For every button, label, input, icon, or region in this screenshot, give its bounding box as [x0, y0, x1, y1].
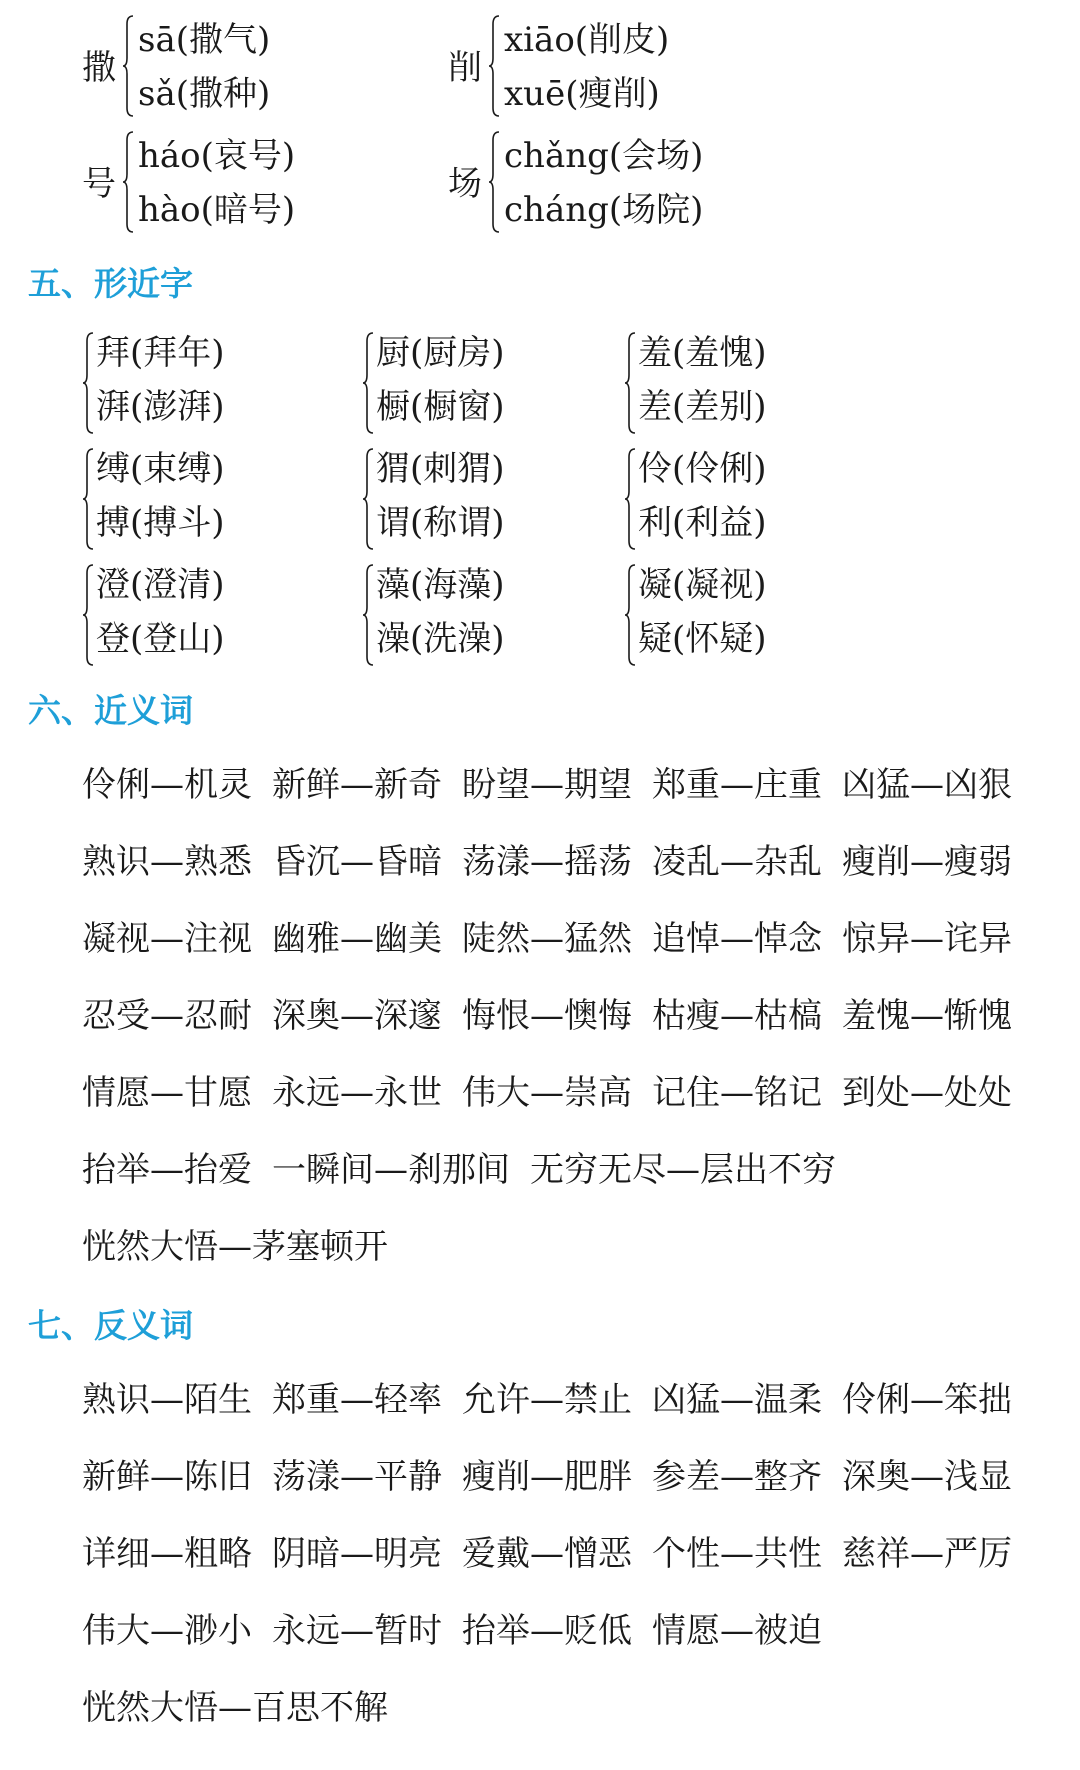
synonym-pair: 抬举—抬爱 [82, 1150, 252, 1190]
char-entry-2: 橱(橱窗) [376, 387, 505, 427]
antonym-pair: 瘦削—肥胖 [462, 1457, 632, 1497]
antonym-pair: 伟大—渺小 [82, 1611, 252, 1651]
synonym-pair: 深奥—深邃 [272, 996, 442, 1036]
synonym-pair: 瘦削—瘦弱 [842, 842, 1012, 882]
brace-icon [122, 14, 134, 118]
synonym-pair: 荡漾—摇荡 [462, 842, 632, 882]
char-entry-2: 疑(怀疑) [638, 619, 767, 659]
synonym-pair: 盼望—期望 [462, 765, 632, 805]
synonym-pair: 凝视—注视 [82, 919, 252, 959]
synonym-pair: 陡然—猛然 [462, 919, 632, 959]
antonym-pair: 深奥—浅显 [842, 1457, 1012, 1497]
antonym-pair: 永远—暂时 [272, 1611, 442, 1651]
char-entry-1: 猬(刺猬) [376, 449, 505, 489]
synonym-pair: 记住—铭记 [652, 1073, 822, 1113]
antonym-pair: 个性—共性 [652, 1534, 822, 1574]
synonym-pair: 昏沉—昏暗 [272, 842, 442, 882]
char-entry-2: 搏(搏斗) [96, 503, 225, 543]
synonym-pair: 忍受—忍耐 [82, 996, 252, 1036]
similar-char-group [624, 325, 854, 437]
antonym-pair: 情愿—被迫 [652, 1611, 822, 1651]
synonym-pair: 凌乱—杂乱 [652, 842, 822, 882]
synonym-pair: 伟大—崇高 [462, 1073, 632, 1113]
antonym-pair: 荡漾—平静 [272, 1457, 442, 1497]
char-entry-2: 谓(称谓) [376, 503, 505, 543]
polyphone-char: 场 [448, 164, 482, 204]
section-heading-similar-chars: 五、形近字 [28, 264, 193, 303]
synonym-pair: 无穷无尽—层出不穷 [530, 1150, 836, 1190]
char-entry-2: 差(差别) [638, 387, 767, 427]
section-heading-antonyms: 七、反义词 [28, 1306, 193, 1345]
reading-1: chǎng(会场) [504, 136, 704, 176]
antonym-pair: 允许—禁止 [462, 1380, 632, 1420]
synonym-pair: 惊异—诧异 [842, 919, 1012, 959]
similar-char-group [624, 557, 854, 669]
similar-char-group [362, 325, 592, 437]
antonym-pair: 伶俐—笨拙 [842, 1380, 1012, 1420]
reading-1: xiāo(削皮) [504, 20, 670, 60]
synonym-pair: 伶俐—机灵 [82, 765, 252, 805]
brace-icon [362, 331, 374, 435]
char-entry-1: 藻(海藻) [376, 565, 505, 605]
brace-icon [82, 447, 94, 551]
antonym-pair: 爱戴—憎恶 [462, 1534, 632, 1574]
similar-char-group [82, 557, 312, 669]
polyphone-group [82, 128, 362, 240]
synonym-pair: 枯瘦—枯槁 [652, 996, 822, 1036]
antonym-pair: 恍然大悟—百思不解 [82, 1688, 388, 1728]
brace-icon [122, 130, 134, 234]
reading-2: hào(暗号) [138, 190, 296, 230]
polyphone-char: 撒 [82, 48, 116, 88]
polyphone-group [448, 128, 768, 240]
antonym-pair: 详细—粗略 [82, 1534, 252, 1574]
polyphone-group [82, 12, 362, 124]
char-entry-1: 缚(束缚) [96, 449, 225, 489]
antonym-pair: 阴暗—明亮 [272, 1534, 442, 1574]
section-heading-synonyms: 六、近义词 [28, 691, 193, 730]
reading-1: háo(哀号) [138, 136, 296, 176]
brace-icon [362, 563, 374, 667]
synonym-pair: 永远—永世 [272, 1073, 442, 1113]
antonym-pair: 慈祥—严厉 [842, 1534, 1012, 1574]
char-entry-1: 拜(拜年) [96, 333, 225, 373]
brace-icon [624, 447, 636, 551]
synonym-pair: 一瞬间—刹那间 [272, 1150, 510, 1190]
char-entry-1: 伶(伶俐) [638, 449, 767, 489]
reading-2: xuē(瘦削) [504, 74, 660, 114]
brace-icon [624, 331, 636, 435]
similar-char-group [624, 441, 854, 553]
synonym-pair: 羞愧—惭愧 [842, 996, 1012, 1036]
synonym-pair: 悔恨—懊悔 [462, 996, 632, 1036]
brace-icon [488, 130, 500, 234]
synonym-pair: 恍然大悟—茅塞顿开 [82, 1227, 388, 1267]
antonym-pair: 新鲜—陈旧 [82, 1457, 252, 1497]
char-entry-1: 厨(厨房) [376, 333, 505, 373]
brace-icon [362, 447, 374, 551]
antonym-pair: 凶猛—温柔 [652, 1380, 822, 1420]
antonym-pair: 熟识—陌生 [82, 1380, 252, 1420]
similar-char-group [82, 441, 312, 553]
synonym-pair: 新鲜—新奇 [272, 765, 442, 805]
polyphone-char: 削 [448, 48, 482, 88]
char-entry-1: 澄(澄清) [96, 565, 225, 605]
char-entry-2: 利(利益) [638, 503, 767, 543]
reading-2: cháng(场院) [504, 190, 704, 230]
char-entry-2: 澡(洗澡) [376, 619, 505, 659]
char-entry-1: 凝(凝视) [638, 565, 767, 605]
synonym-pair: 幽雅—幽美 [272, 919, 442, 959]
similar-char-group [362, 557, 592, 669]
polyphone-char: 号 [82, 164, 116, 204]
char-entry-2: 登(登山) [96, 619, 225, 659]
char-entry-2: 湃(澎湃) [96, 387, 225, 427]
synonym-pair: 郑重—庄重 [652, 765, 822, 805]
similar-char-group [82, 325, 312, 437]
synonym-pair: 熟识—熟悉 [82, 842, 252, 882]
char-entry-1: 羞(羞愧) [638, 333, 767, 373]
antonym-pair: 郑重—轻率 [272, 1380, 442, 1420]
synonym-pair: 凶猛—凶狠 [842, 765, 1012, 805]
synonym-pair: 追悼—悼念 [652, 919, 822, 959]
synonym-pair: 到处—处处 [842, 1073, 1012, 1113]
antonym-pair: 抬举—贬低 [462, 1611, 632, 1651]
reading-2: sǎ(撒种) [138, 74, 271, 114]
antonym-pair: 参差—整齐 [652, 1457, 822, 1497]
brace-icon [82, 563, 94, 667]
brace-icon [82, 331, 94, 435]
reading-1: sā(撒气) [138, 20, 271, 60]
similar-char-group [362, 441, 592, 553]
brace-icon [488, 14, 500, 118]
polyphone-group [448, 12, 748, 124]
brace-icon [624, 563, 636, 667]
synonym-pair: 情愿—甘愿 [82, 1073, 252, 1113]
